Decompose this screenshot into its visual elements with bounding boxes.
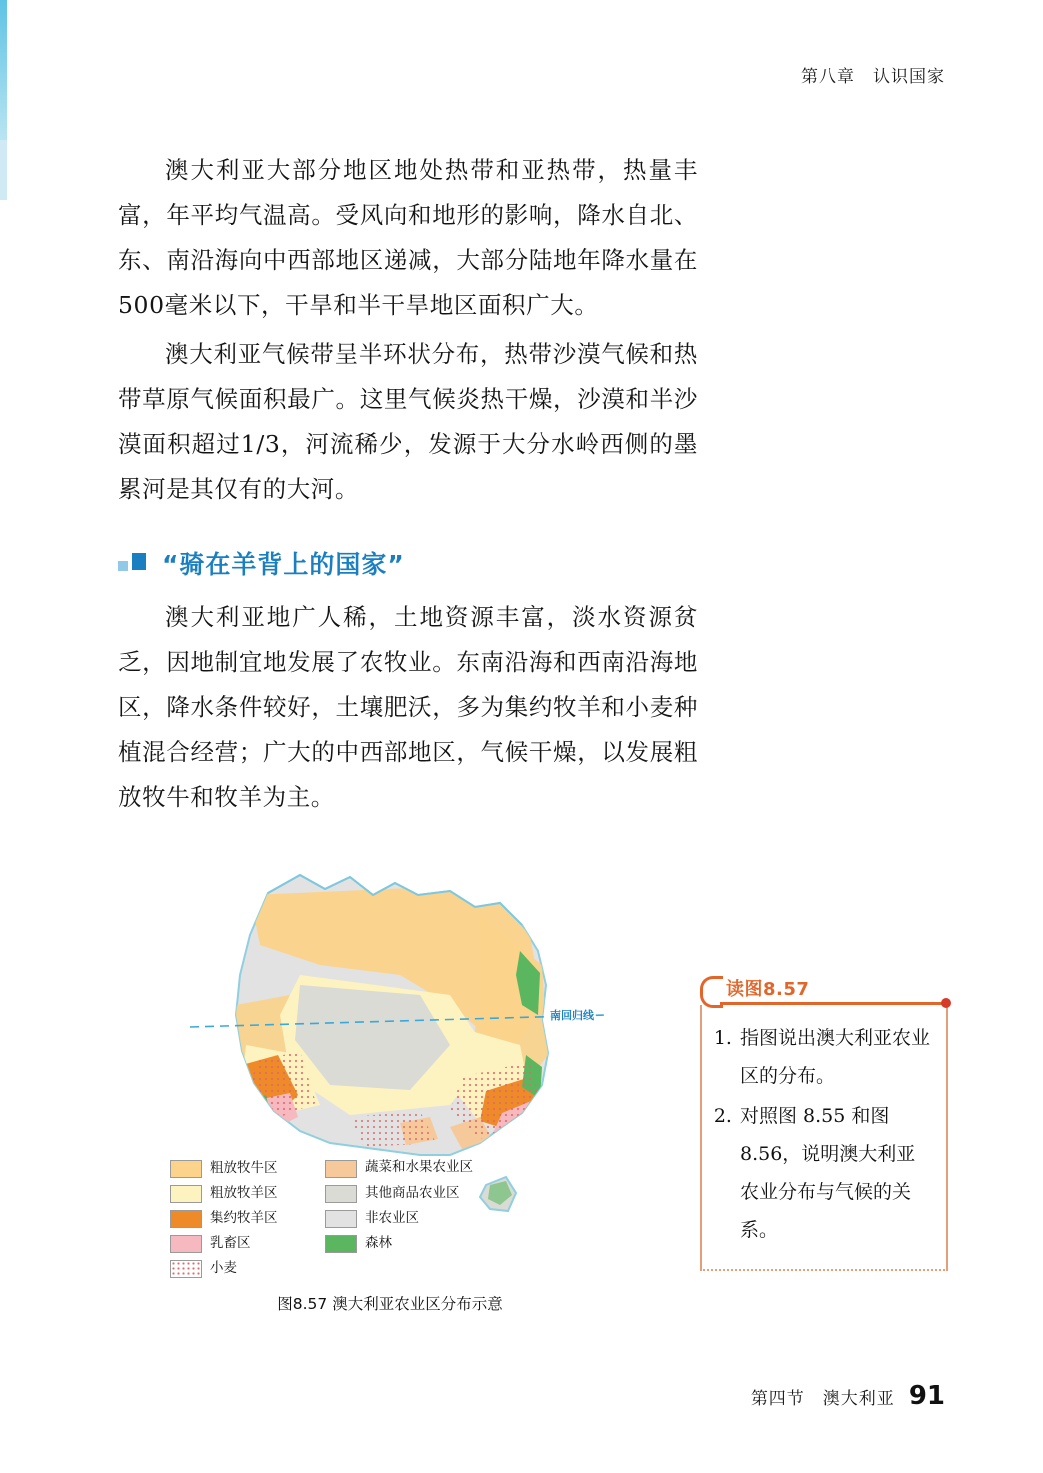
legend-swatch bbox=[325, 1210, 357, 1228]
legend-label: 森林 bbox=[365, 1235, 392, 1251]
page-edge-accent-lower bbox=[0, 140, 7, 200]
legend-label: 非农业区 bbox=[365, 1210, 419, 1226]
list-item: 1. 指图说出澳大利亚农业区的分布。 bbox=[738, 1019, 930, 1095]
legend-label: 粗放牧羊区 bbox=[210, 1185, 278, 1201]
legend-label: 乳畜区 bbox=[210, 1235, 251, 1251]
running-head-chapter: 第八章 认识国家 bbox=[801, 67, 945, 87]
legend-item bbox=[170, 1160, 320, 1178]
section-title-text: “骑在羊背上的国家” bbox=[162, 550, 405, 579]
legend-item bbox=[170, 1210, 320, 1228]
reading-task-title: 读图8.57 bbox=[726, 979, 810, 1000]
legend-column-right bbox=[325, 1160, 495, 1260]
legend-item bbox=[170, 1260, 320, 1278]
legend-swatch bbox=[325, 1160, 357, 1178]
reading-task-box bbox=[700, 975, 948, 1271]
header-end-dot-icon bbox=[941, 998, 951, 1008]
legend-item bbox=[325, 1185, 495, 1203]
section-heading bbox=[118, 545, 718, 581]
reading-task-list bbox=[712, 1019, 930, 1249]
legend-item bbox=[170, 1235, 320, 1253]
legend-swatch bbox=[325, 1185, 357, 1203]
legend-label: 蔬菜和水果农业区 bbox=[365, 1159, 473, 1175]
paragraph: 澳大利亚大部分地区地处热带和亚热带，热量丰富，年平均气温高。受风向和地形的影响，降水自北、东、南沿海向中西部地区递减，大部分陆地年降水量在500毫米以下，干旱和半干旱地区面积广大。 bbox=[118, 156, 698, 319]
page-number: 91 bbox=[908, 1381, 945, 1411]
legend-swatch bbox=[325, 1235, 357, 1253]
paragraph: 澳大利亚地广人稀，土地资源丰富，淡水资源贫乏，因地制宜地发展了农牧业。东南沿海和西南沿海地区，降水条件较好，土壤肥沃，多为集约牧羊和小麦种植混合经营；广大的中西部地区，气候干燥，以发展粗放牧牛和牧羊为主。 bbox=[118, 603, 698, 811]
tropic-label: 南回归线 bbox=[550, 1009, 594, 1022]
footer-section-title: 第四节 澳大利亚 bbox=[750, 1389, 895, 1409]
reading-task-body bbox=[700, 1005, 948, 1271]
body-text-block-1 bbox=[118, 148, 698, 512]
body-text-block-2 bbox=[118, 595, 698, 820]
list-item: 2. 对照图 8.55 和图 8.56，说明澳大利亚农业分布与气候的关系。 bbox=[738, 1097, 930, 1249]
paragraph: 澳大利亚气候带呈半环状分布，热带沙漠气候和热带草原气候面积最广。这里气候炎热干燥，沙漠和半沙漠面积超过1/3，河流稀少，发源于大分水岭西侧的墨累河是其仅有的大河。 bbox=[118, 340, 698, 503]
legend-label: 集约牧羊区 bbox=[210, 1210, 278, 1226]
legend-item bbox=[325, 1160, 495, 1178]
legend-swatch bbox=[170, 1160, 202, 1178]
legend-swatch bbox=[170, 1210, 202, 1228]
square-bullet-icon bbox=[118, 551, 152, 575]
header-rule bbox=[720, 1002, 948, 1005]
figure-caption: 图8.57 澳大利亚农业区分布示意 bbox=[277, 1295, 503, 1313]
legend-label: 小麦 bbox=[210, 1260, 237, 1276]
legend-column-left bbox=[170, 1160, 320, 1285]
legend-swatch-wheat bbox=[170, 1260, 202, 1278]
page-footer bbox=[751, 1381, 945, 1411]
legend-label: 粗放牧牛区 bbox=[210, 1160, 278, 1176]
legend-swatch bbox=[170, 1235, 202, 1253]
page-edge-accent bbox=[0, 0, 7, 140]
legend-label: 其他商品农业区 bbox=[365, 1185, 460, 1201]
figure-australia-agriculture bbox=[150, 855, 630, 1325]
legend-item bbox=[170, 1185, 320, 1203]
legend-swatch bbox=[170, 1185, 202, 1203]
legend-item bbox=[325, 1210, 495, 1228]
legend-item bbox=[325, 1235, 495, 1253]
reading-task-header bbox=[700, 975, 948, 1005]
